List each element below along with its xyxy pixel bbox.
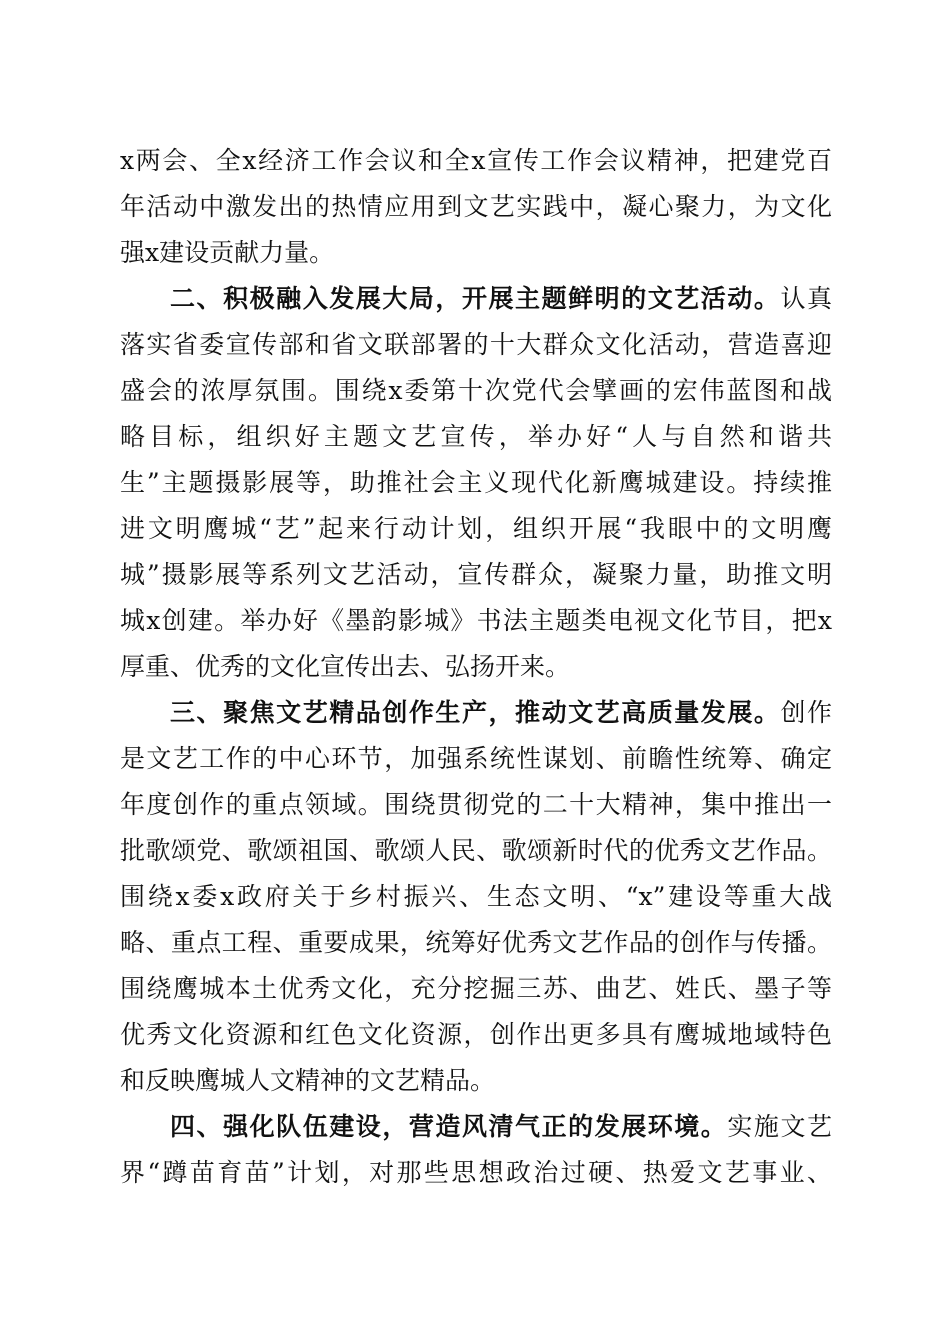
body-text-line: 围绕x委x政府关于乡村振兴、生态文明、“x”建设等重大战 — [120, 882, 832, 911]
section-heading-line — [170, 1104, 832, 1150]
body-text: 认真 — [780, 284, 832, 313]
body-text-line: 略、重点工程、重要成果，统筹好优秀文艺作品的创作与传播。 — [120, 928, 832, 957]
body-text-line: 围绕鹰城本土优秀文化，充分挖掘三苏、曲艺、姓氏、墨子等 — [120, 974, 832, 1003]
section-heading: 四、强化队伍建设，营造风清气正的发展环境。 — [170, 1112, 728, 1141]
section-heading-line — [170, 690, 832, 736]
body-text: 实施文艺 — [727, 1112, 832, 1141]
body-text-line: 城x创建。举办好《墨韵影城》书法主题类电视文化节目，把x — [120, 606, 832, 635]
body-text-line: 落实省委宣传部和省文联部署的十大群众文化活动，营造喜迎 — [120, 330, 832, 359]
section-heading: 二、积极融入发展大局，开展主题鲜明的文艺活动。 — [170, 284, 781, 313]
body-text-line: 强x建设贡献力量。 — [120, 238, 335, 267]
body-text-line: 年活动中激发出的热情应用到文艺实践中，凝心聚力，为文化 — [120, 192, 832, 221]
body-text-line: x两会、全x经济工作会议和全x宣传工作会议精神，把建党百 — [120, 146, 832, 175]
body-text-line: 厚重、优秀的文化宣传出去、弘扬开来。 — [120, 652, 571, 681]
body-text-line: 批歌颂党、歌颂祖国、歌颂人民、歌颂新时代的优秀文艺作品。 — [120, 836, 832, 865]
body-text-line: 优秀文化资源和红色文化资源，创作出更多具有鹰城地域特色 — [120, 1020, 832, 1049]
body-text-line: 进文明鹰城“艺”起来行动计划，组织开展“我眼中的文明鹰 — [120, 514, 832, 543]
body-text: 创作 — [780, 698, 832, 727]
section-heading-line — [170, 276, 832, 322]
body-text-line: 城”摄影展等系列文艺活动，宣传群众，凝聚力量，助推文明 — [120, 560, 832, 589]
body-text-line: 是文艺工作的中心环节，加强系统性谋划、前瞻性统筹、确定 — [120, 744, 832, 773]
body-text-line: 和反映鹰城人文精神的文艺精品。 — [120, 1066, 496, 1095]
body-text-line: 盛会的浓厚氛围。围绕x委第十次党代会擘画的宏伟蓝图和战 — [120, 376, 832, 405]
body-text-line: 界“蹲苗育苗”计划，对那些思想政治过硬、热爱文艺事业、 — [120, 1158, 832, 1187]
body-text-line: 年度创作的重点领域。围绕贯彻党的二十大精神，集中推出一 — [120, 790, 832, 819]
body-text-line: 略目标，组织好主题文艺宣传，举办好“人与自然和谐共 — [120, 422, 832, 451]
section-heading: 三、聚焦文艺精品创作生产，推动文艺高质量发展。 — [170, 698, 781, 727]
body-text-line: 生”主题摄影展等，助推社会主义现代化新鹰城建设。持续推 — [120, 468, 832, 497]
